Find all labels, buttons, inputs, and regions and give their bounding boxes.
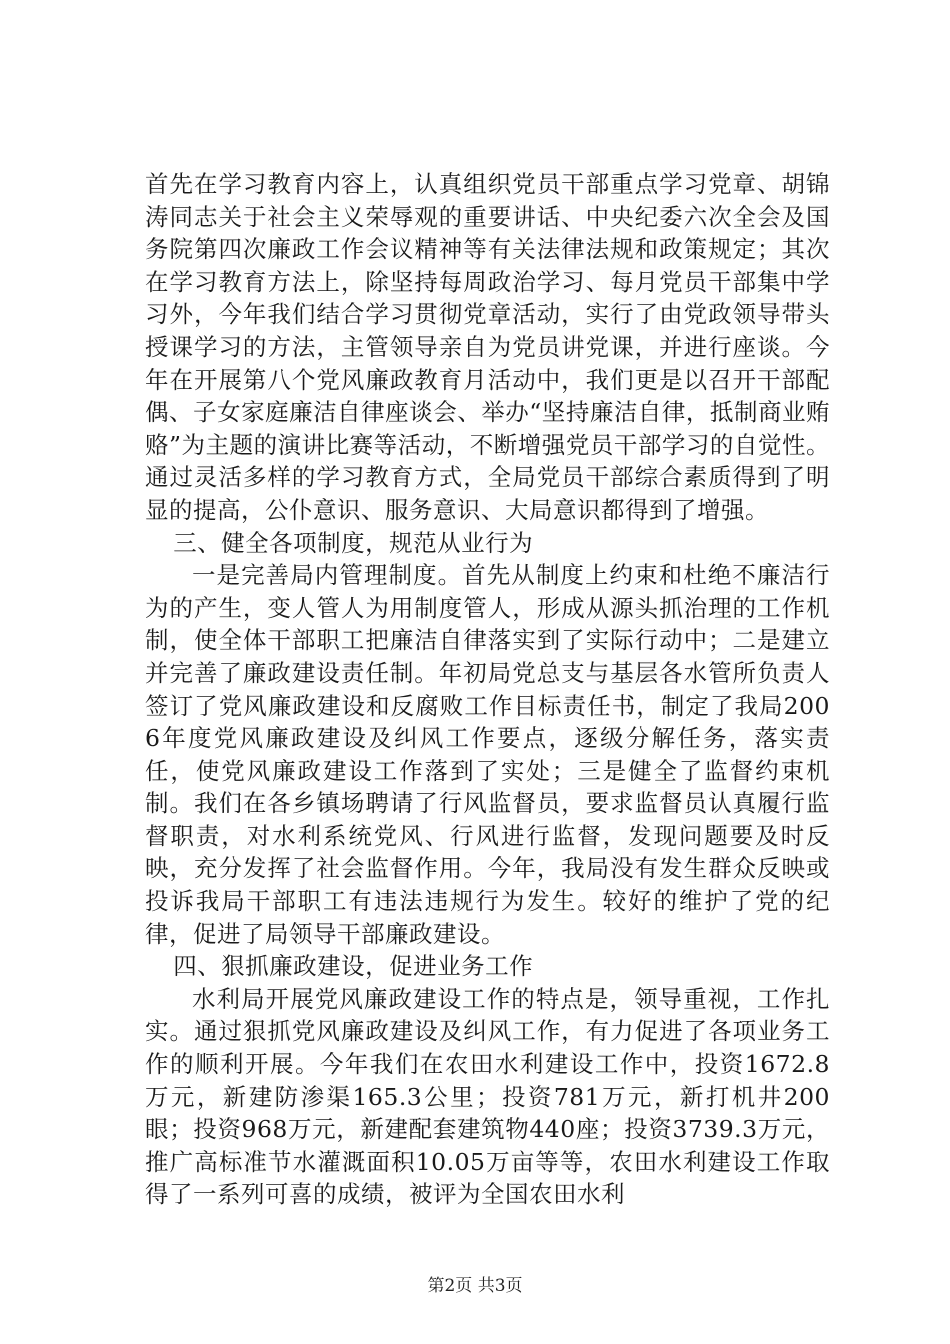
paragraph-study-education: 首先在学习教育内容上，认真组织党员干部重点学习党章、胡锦涛同志关于社会主义荣辱观的重要讲话、中央纪委六次全会及国务院第四次廉政工作会议精神等有关法律法规和政策规定；其次在学习教育方法上，除坚持每周政治学习、每月党员干部集中学习外，今年我们结合学习贯彻党章活动，实行了由党政领导带头授课学习的方法，主管领导亲自为党员讲党课，并进行座谈。今年在开展第八个党风廉政教育月活动中，我们更是以召开干部配偶、子女家庭廉洁自律座谈会、举办“坚持廉洁自律，抵制商业贿赂”为主题的演讲比赛等活动，不断增强党员干部学习的自觉性。通过灵活多样的学习教育方式，全局党员干部综合素质得到了明显的提高，公仆意识、服务意识、大局意识都得到了增强。 — [145, 170, 830, 524]
page-number-footer: 第2页 共3页 — [427, 1276, 523, 1296]
section-heading-4: 四、狠抓廉政建设，促进业务工作 — [173, 952, 534, 981]
section-heading-3: 三、健全各项制度，规范从业行为 — [173, 528, 534, 557]
document-body — [145, 168, 830, 1211]
paragraph-systems: 一是完善局内管理制度。首先从制度上约束和杜绝不廉洁行为的产生，变人管人为用制度管人，形成从源头抓治理的工作机制，使全体干部职工把廉洁自律落实到了实际行动中；二是建立并完善了廉政建设责任制。年初局党总支与基层各水管所负责人签订了党风廉政建设和反腐败工作目标责任书，制定了我局2006年度党风廉政建设及纠风工作要点，逐级分解任务，落实责任，使党风廉政建设工作落到了实处；三是健全了监督约束机制。我们在各乡镇场聘请了行风监督员，要求监督员认真履行监督职责，对水利系统党风、行风进行监督，发现问题要及时反映，充分发挥了社会监督作用。今年，我局没有发生群众反映或投诉我局干部职工有违法违规行为发生。较好的维护了党的纪律，促进了局领导干部廉政建设。 — [145, 561, 830, 948]
paragraph-business-work: 水利局开展党风廉政建设工作的特点是，领导重视，工作扎实。通过狠抓党风廉政建设及纠风工作，有力促进了各项业务工作的顺利开展。今年我们在农田水利建设工作中，投资1672.8万元，新建防渗渠165.3公里；投资781万元，新打机井200眼；投资968万元，新建配套建筑物440座；投资3739.3万元，推广高标准节水灌溉面积10.05万亩等等，农田水利建设工作取得了一系列可喜的成绩，被评为全国农田水利 — [145, 984, 830, 1209]
